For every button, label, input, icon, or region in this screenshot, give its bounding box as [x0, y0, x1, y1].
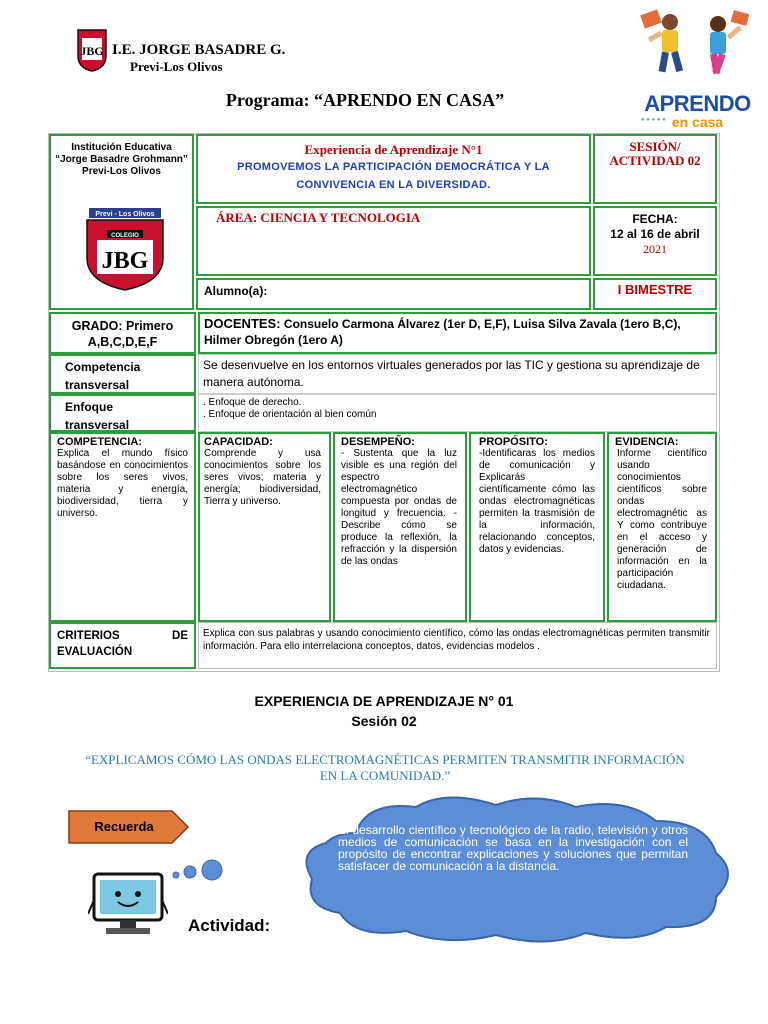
area-title: ÁREA: CIENCIA Y TECNOLOGIA [216, 210, 421, 225]
school-crest-large-icon [83, 208, 167, 292]
date-value: 12 al 16 de abril [610, 227, 700, 241]
capacity-header: CAPACIDAD: [204, 436, 273, 448]
teachers-label: DOCENTES: [204, 316, 281, 331]
transversal-approach-2: . Enfoque de orientación al bien común [203, 409, 377, 420]
criteria-label: CRITERIOS DE EVALUACIÓN [57, 630, 188, 658]
crest-top-text: Previ - Los Olivos [95, 211, 155, 218]
transversal-competence-label-cell [49, 354, 196, 394]
purpose-text: -Identificaras los medios de comunicación y Explicarás científicamente cómo las ondas electromagnéticas permiten la trasmisión de la información, relacionando conceptos, datos y evidencias. [479, 448, 595, 555]
performance-text: - Sustenta que la luz visible es una región del espectro electromagnético compuesta por ondas de longitud y frecuencia. - Describe cómo se produce la reflexión, la refracción y la dispersión de las ondas [341, 448, 457, 567]
logo-dots-icon: ● ● ● ● ● [641, 117, 666, 123]
student-cell [196, 278, 591, 310]
evidence-text: Informe científico usando conocimientos científicos sobre ondas electromagnétic as Y como contribuye en el acceso y generación de información en la participación ciudadana. [617, 448, 707, 591]
competence-text: Explica el mundo físico basándose en conocimientos sobre los seres vivos, materia y energía, biodiversidad, tierra y universo. [57, 448, 188, 519]
experience-cell [196, 134, 591, 204]
logo-line1: APRENDO [644, 91, 751, 116]
date-year: 2021 [643, 242, 667, 256]
performance-column [333, 432, 467, 622]
date-label: FECHA: [632, 212, 678, 226]
institution-cell [49, 134, 194, 310]
school-crest-icon [76, 28, 108, 72]
competence-header: COMPETENCIA: [57, 436, 142, 448]
logo-line2: en casa [671, 114, 724, 130]
experience-title: Experiencia de Aprendizaje N°1 [304, 142, 483, 157]
aprendo-en-casa-logo [635, 93, 760, 133]
experience-subtitle: PROMOVEMOS LA PARTICIPACIÓN DEMOCRÁTICA Y LA CONVIVENCIA EN LA DIVERSIDAD. [237, 161, 550, 191]
capacity-text: Comprende y usa conocimientos sobre los seres vivos; materia y energía; biodiversidad, Tierra y universo. [204, 448, 321, 507]
activity-heading: Actividad: [188, 916, 271, 935]
institution-line3: Previ-Los Olivos [82, 166, 161, 177]
crest-large-initials: JBG [101, 248, 149, 274]
transversal-approach-label-cell [49, 394, 196, 432]
transversal-competence-value: Se desenvuelve en los entornos virtuales generados por las TIC y gestiona su aprendizaje de manera autónoma. [203, 358, 700, 389]
teachers-cell [198, 312, 717, 354]
competence-column [49, 432, 196, 622]
area-cell [196, 206, 591, 276]
computer-mascot-icon [88, 870, 168, 942]
transversal-approach-cell [198, 394, 717, 432]
program-title: Programa: “APRENDO EN CASA” [225, 90, 505, 110]
experience-heading: EXPERIENCIA DE APRENDIZAJE N° 01 [254, 693, 514, 709]
session-label: SESIÓN/ ACTIVIDAD 02 [609, 139, 701, 168]
crest-label: COLEGIO [111, 233, 139, 239]
student-label: Alumno(a): [204, 284, 268, 298]
session-table [48, 133, 720, 672]
term-cell [593, 278, 717, 310]
transversal-approach-label: Enfoque transversal [65, 400, 130, 432]
date-cell [593, 206, 717, 276]
children-illustration-icon [640, 8, 752, 88]
capacity-column [198, 432, 331, 622]
term-label: I BIMESTRE [617, 282, 693, 297]
transversal-competence-cell [198, 354, 717, 394]
performance-header: DESEMPEÑO: [341, 436, 415, 448]
purpose-column [469, 432, 605, 622]
criteria-label-cell [49, 622, 196, 669]
school-location: Previ-Los Olivos [130, 59, 223, 74]
crest-initials: JBG [80, 44, 104, 58]
teachers-value: Consuelo Carmona Álvarez (1er D, E,F), Luisa Silva Zavala (1ero B,C), Hilmer Obregón (1ero A) [204, 317, 681, 347]
purpose-header: PROPÓSITO: [479, 436, 548, 448]
institution-line2: “Jorge Basadre Grohmann” [55, 154, 188, 165]
evidence-column [607, 432, 717, 622]
recuerda-label: Recuerda [94, 819, 154, 834]
session-heading: Sesión 02 [351, 713, 417, 729]
session-cell [593, 134, 717, 204]
evidence-header: EVIDENCIA: [615, 436, 679, 448]
criteria-cell [198, 622, 717, 669]
school-name: I.E. JORGE BASADRE G. [112, 42, 286, 58]
institution-line1: Institución Educativa [71, 142, 172, 153]
thought-bubbles-icon [168, 855, 240, 885]
criteria-value: Explica con sus palabras y usando conocimiento científico, cómo las ondas electromagnéticas permiten transmitir información. Para ello interrelaciona conceptos, datos, evidencias modelos . [203, 628, 710, 652]
transversal-approach-1: . Enfoque de derecho. [203, 397, 302, 408]
grade-label: GRADO: Primero A,B,C,D,E,F [71, 319, 174, 349]
cloud-text: El desarrollo científico y tecnológico de la radio, televisión y otros medios de comunicación se basa en la investigación con el propósito de encontrar explicaciones y soluciones que permitan satisfacer de comunicación a la distancia. [338, 823, 688, 873]
grade-cell [49, 312, 196, 354]
transversal-competence-label: Competencia transversal [65, 360, 141, 392]
session-quote: “EXPLICAMOS CÓMO LAS ONDAS ELECTROMAGNÉTICAS PERMITEN TRANSMITIR INFORMACIÓN EN LA COMUNIDAD.” [85, 752, 685, 783]
